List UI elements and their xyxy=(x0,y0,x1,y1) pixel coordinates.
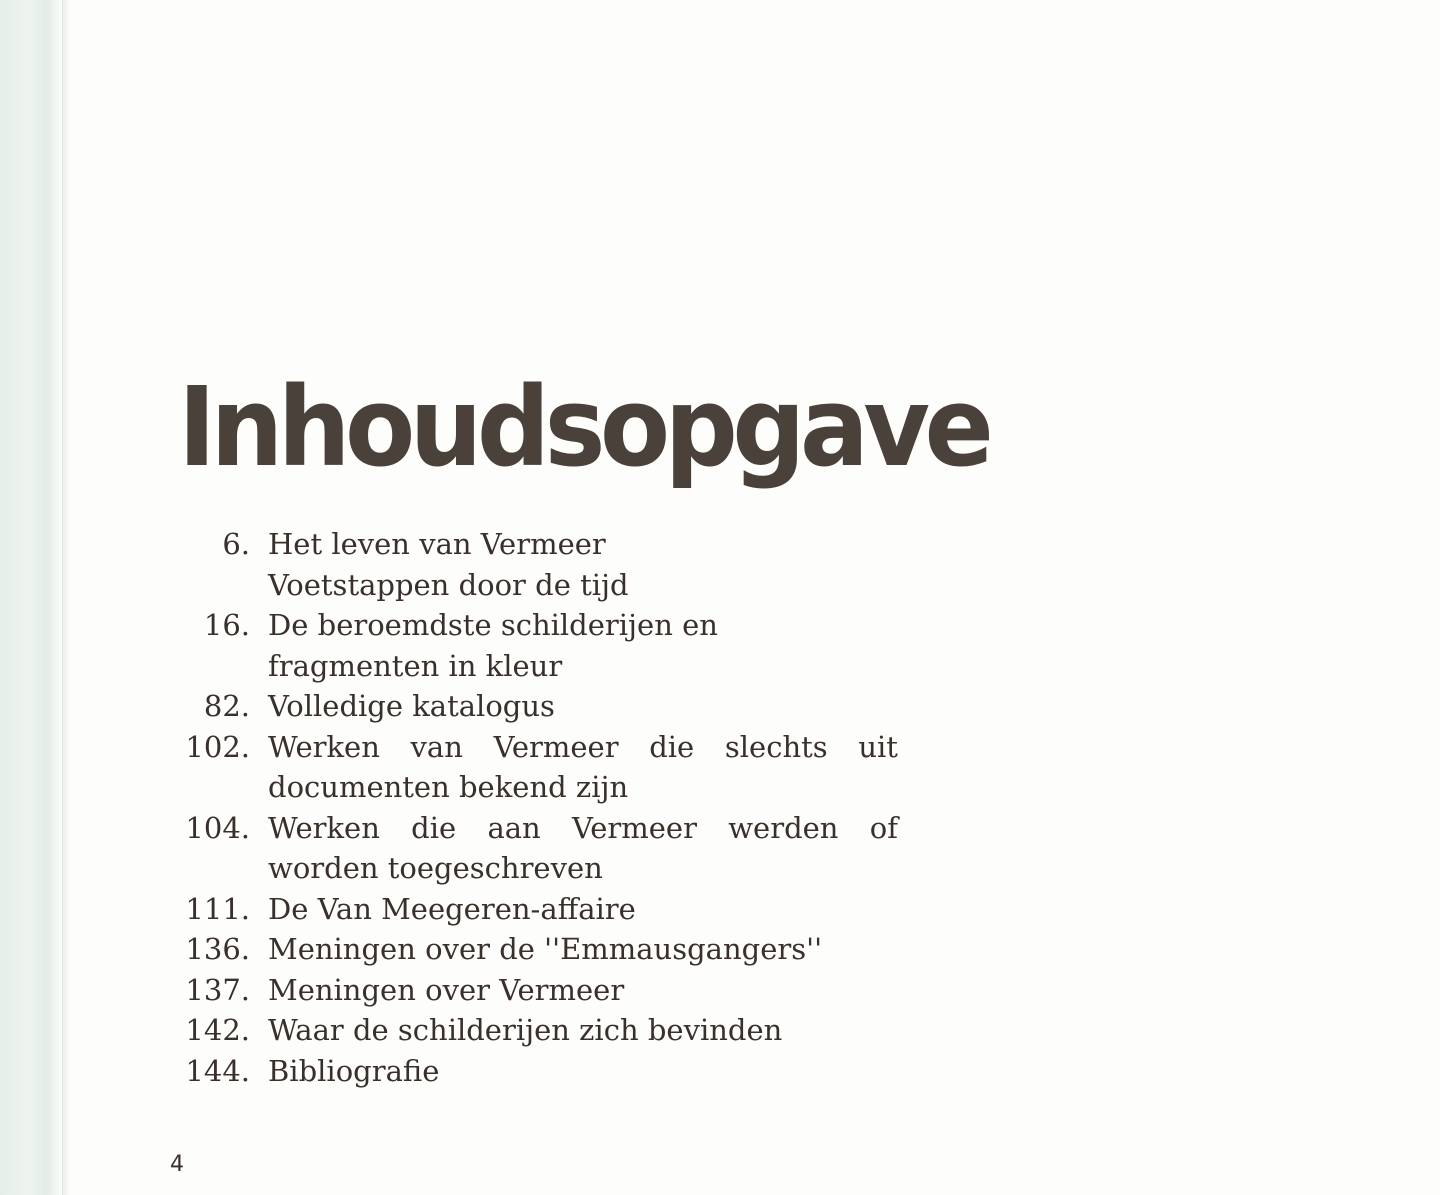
toc-page-number: 16. xyxy=(203,608,250,642)
toc-line-justified xyxy=(268,727,898,768)
toc-page-number: 111. xyxy=(185,891,250,926)
toc-entry-title xyxy=(268,929,898,970)
toc-page-number: 104. xyxy=(185,810,250,845)
toc-page-number: 6. xyxy=(222,527,250,561)
toc-entry-title xyxy=(268,686,898,727)
toc-entry-title xyxy=(268,808,898,889)
toc-page-number: 142. xyxy=(185,1013,250,1047)
toc-entry xyxy=(150,889,910,930)
toc-line: Meningen over de ''Emmausgangers'' xyxy=(268,932,823,966)
toc-entry xyxy=(150,686,910,727)
toc-line: De Van Meegeren-affaire xyxy=(268,891,636,926)
toc-entry xyxy=(150,605,910,686)
toc-entry xyxy=(150,524,910,605)
toc-entry xyxy=(150,1051,910,1092)
page-title: Inhoudsopgave xyxy=(178,363,989,491)
toc-line: Waar de schilderijen zich bevinden xyxy=(268,1013,783,1047)
toc-word: die xyxy=(649,729,695,764)
toc-entry xyxy=(150,970,910,1011)
table-of-contents xyxy=(150,524,910,1091)
toc-entry-title xyxy=(268,1051,898,1092)
toc-line: Het leven van Vermeer xyxy=(268,527,606,561)
toc-word: uit xyxy=(858,729,898,764)
toc-entry xyxy=(150,727,910,808)
toc-word: Vermeer xyxy=(571,810,697,845)
binding-shadow xyxy=(62,0,70,1195)
toc-line-justified xyxy=(268,808,898,849)
toc-entry xyxy=(150,808,910,889)
toc-line: fragmenten in kleur xyxy=(268,648,563,683)
toc-line: Meningen over Vermeer xyxy=(268,972,625,1007)
toc-word: werden xyxy=(728,810,839,845)
book-binding-edge xyxy=(0,0,63,1195)
toc-word: aan xyxy=(487,810,541,845)
toc-entry-title xyxy=(268,1010,898,1051)
toc-word: Vermeer xyxy=(493,729,619,764)
toc-entry-title xyxy=(268,524,898,605)
toc-page-number: 137. xyxy=(185,972,250,1007)
toc-entry xyxy=(150,929,910,970)
toc-word: die xyxy=(411,810,457,845)
toc-word: Werken xyxy=(268,810,380,845)
toc-page-number: 136. xyxy=(185,932,250,966)
toc-line: Bibliografie xyxy=(268,1053,440,1088)
toc-line: Voetstappen door de tijd xyxy=(268,567,629,602)
toc-page-number: 144. xyxy=(185,1053,250,1088)
toc-entry xyxy=(150,1010,910,1051)
toc-line: worden toegeschreven xyxy=(268,851,603,885)
toc-entry-title xyxy=(268,889,898,930)
toc-entry-title xyxy=(268,970,898,1011)
toc-word: of xyxy=(869,810,898,845)
toc-word: Werken xyxy=(268,729,380,764)
toc-line: Volledige katalogus xyxy=(268,689,555,723)
toc-word: slechts xyxy=(724,729,828,764)
toc-page-number: 82. xyxy=(203,689,250,723)
toc-entry-title xyxy=(268,605,898,686)
toc-word: van xyxy=(410,729,463,764)
toc-entry-title xyxy=(268,727,898,808)
toc-page-number: 102. xyxy=(185,729,250,764)
toc-line: documenten bekend zijn xyxy=(268,770,629,804)
page-number: 4 xyxy=(170,1152,184,1177)
toc-line: De beroemdste schilderijen en xyxy=(268,608,718,642)
